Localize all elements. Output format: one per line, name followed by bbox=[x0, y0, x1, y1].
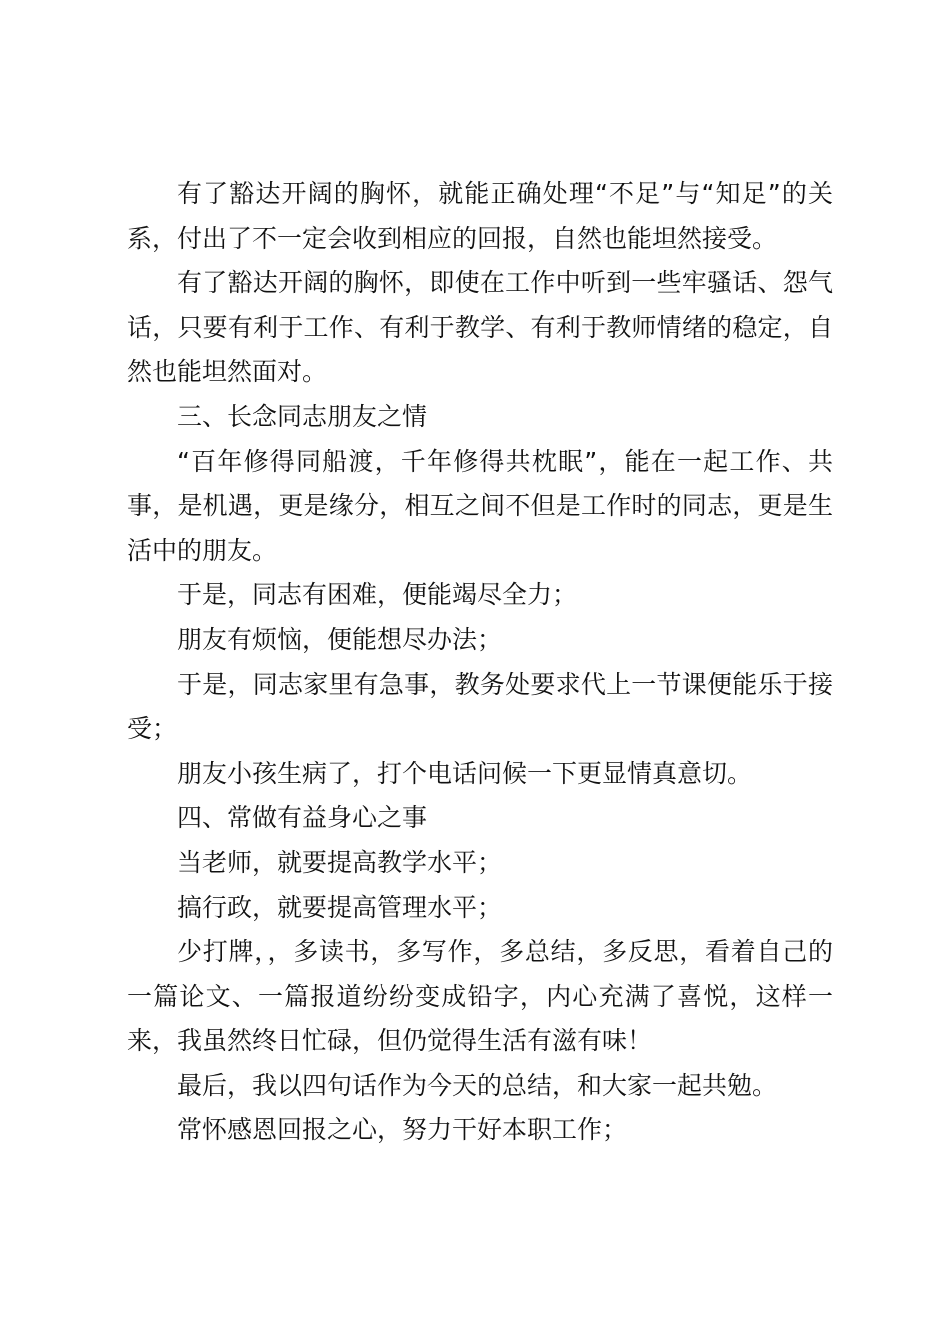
paragraph: 朋友有烦恼，便能想尽办法； bbox=[177, 624, 503, 654]
paragraph: 于是，同志有困难，便能竭尽全力； bbox=[177, 580, 578, 610]
document-body bbox=[127, 172, 833, 1153]
paragraph: 最后，我以四句话作为今天的总结，和大家一起共勉。 bbox=[177, 1070, 778, 1100]
paragraph: 常怀感恩回报之心，努力干好本职工作； bbox=[177, 1115, 628, 1145]
paragraph: “百年修得同船渡，千年修得共枕眠”，能在一起工作、共事，是机遇，更是缘分，相互之间不但是工作时的同志，更是生活中的朋友。 bbox=[127, 446, 833, 565]
paragraph: 搞行政，就要提高管理水平； bbox=[177, 892, 503, 922]
section-heading: 三、长念同志朋友之情 bbox=[177, 401, 428, 431]
paragraph: 于是，同志家里有急事，教务处要求代上一节课便能乐于接受； bbox=[127, 669, 833, 744]
paragraph: 有了豁达开阔的胸怀，即使在工作中听到一些牢骚话、怨气话，只要有利于工作、有利于教学、有利于教师情绪的稳定，自然也能坦然面对。 bbox=[127, 268, 833, 387]
section-heading: 四、常做有益身心之事 bbox=[177, 803, 428, 833]
paragraph: 朋友小孩生病了，打个电话问候一下更显情真意切。 bbox=[177, 758, 753, 788]
paragraph: 当老师，就要提高教学水平； bbox=[177, 847, 503, 877]
paragraph: 有了豁达开阔的胸怀，就能正确处理“不足”与“知足”的关系，付出了不一定会收到相应的回报，自然也能坦然接受。 bbox=[127, 179, 833, 253]
paragraph: 少打牌，，多读书，多写作，多总结，多反思，看着自己的一篇论文、一篇报道纷纷变成铅字，内心充满了喜悦，这样一来，我虽然终日忙碌，但仍觉得生活有滋有味！ bbox=[127, 937, 833, 1056]
